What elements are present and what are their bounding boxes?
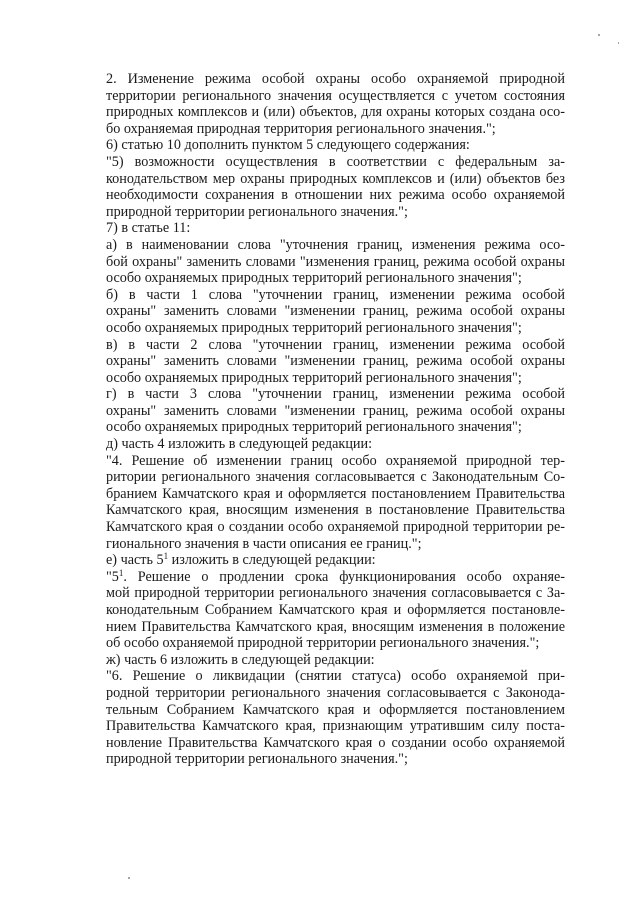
superscript: 1 [163, 551, 169, 562]
paragraph-point-2: 2. Изменение режима особой охраны особо охраняемой природной территории регионального значения осуществляется с учетом состояния природных комплексов и (или) объектов, для охраны которых создана осо- бо охраняемая природная территория регионального значения."; [106, 71, 565, 137]
paragraph-part-5-1-text: "$5^1$. Решение о продлении срока функционирования особо охраняе- мой природной территории регионального значения согласовывается с За- конодательным Собранием Камчатского края и оформляется постановле- нием Правительства Камчатского края, вносящим изменения в положение об особо охраняемой природной территории регионального значения."; [106, 567, 565, 652]
paragraph-item-7: 7) в статье 11: [106, 220, 191, 237]
text-run: . Решение о продлении срока функционирования особо охраняе- [123, 568, 565, 585]
scan-speck [128, 877, 130, 879]
text-run: "5 [106, 568, 119, 585]
paragraph-subitem-zh: ж) часть 6 изложить в следующей редакции: [106, 651, 375, 668]
paragraph-part-6-text: "6. Решение о ликвидации (снятии статуса) особо охраняемой при- родной территории регионального значения согласовывается с Законода- тельным Собранием Камчатского края и оформляется постановлением Правительства Камчатского края, признающим утратившим силу поста- новление Правительства Камчатского края о создании особо охраняемой природной территории регионального значения."; [106, 668, 565, 768]
superscript: 1 [118, 567, 124, 578]
text-run: изложить в следующей редакции: [168, 552, 376, 569]
document-body [72, 71, 565, 768]
paragraph-item-6: 6) статью 10 дополнить пунктом 5 следующего содержания: [106, 137, 470, 154]
paragraph-subitem-b: б) в части 1 слова "уточнении границ, изменении режима особой охраны" заменить словами "изменении границ, режима особой охраны особо охраняемых природных территорий регионального значения"; [106, 286, 565, 336]
paragraph-point-5-text: "5) возможности осуществления в соответствии с федеральным за- конодательством мер охраны природных комплексов и (или) объектов без необходимости сохранения в отношении них режима особо охраняемой природной территории регионального значения."; [106, 153, 565, 220]
paragraph-subitem-v: в) в части 2 слова "уточнении границ, изменении режима особой охраны" заменить словами "изменении границ, режима особой охраны особо охраняемых природных территорий регионального значения"; [106, 336, 565, 386]
paragraph-subitem-d: д) часть 4 изложить в следующей редакции: [106, 436, 373, 453]
paragraph-subitem-e [72, 552, 565, 569]
scan-speck [618, 42, 619, 44]
paragraph-subitem-g: г) в части 3 слова "уточнении границ, изменении режима особой охраны" заменить словами "изменении границ, режима особой охраны особо охраняемых природных территорий регионального значения"; [106, 386, 565, 436]
paragraph-subitem-a: а) в наименовании слова "уточнения границ, изменения режима осо- бой охраны" заменить словами "изменения границ, режима особой охраны особо охраняемых природных территорий регионального значения"; [106, 236, 565, 287]
scan-speck [598, 34, 600, 36]
text-run: е) часть 5 [106, 552, 164, 569]
paragraph-part-4-text: "4. Решение об изменении границ особо охраняемой природной тер- ритории регионального значения согласовывается с Законодательным Со- бранием Камчатского края и оформляется постановлением Правительства Камчатского края, вносящим изменения в постановление Правительства Камчатского края о создании особо охраняемой природной территории ре- гионального значения в части описания ее границ."; [106, 452, 565, 552]
